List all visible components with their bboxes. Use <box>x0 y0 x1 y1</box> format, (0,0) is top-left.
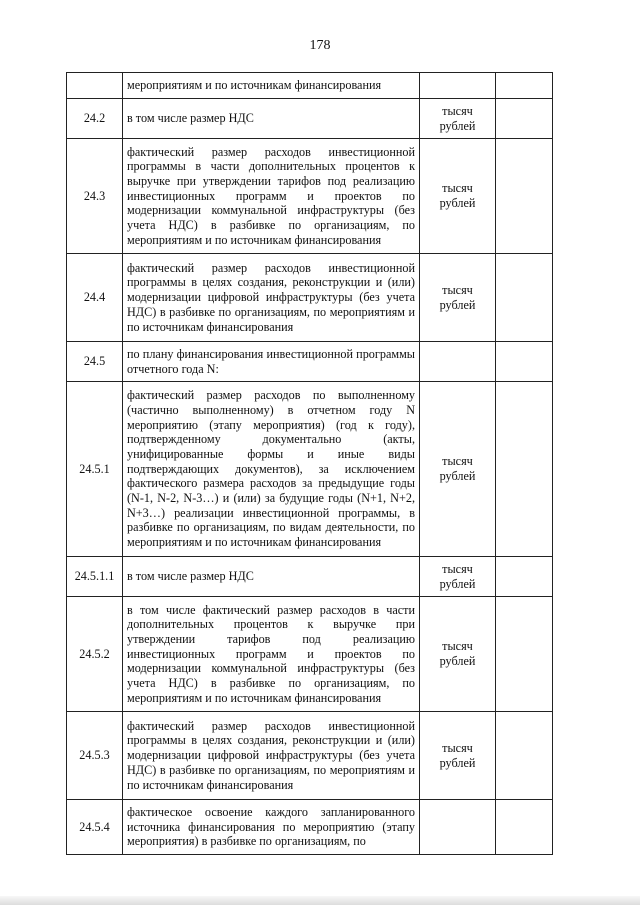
row-unit: тысяч рублей <box>420 99 496 139</box>
row-description: в том числе размер НДС <box>123 99 420 139</box>
row-unit <box>420 73 496 99</box>
row-value-cell <box>496 99 553 139</box>
row-unit: тысяч рублей <box>420 382 496 557</box>
row-unit: тысяч рублей <box>420 254 496 342</box>
row-value-cell <box>496 73 553 99</box>
table-row <box>67 254 553 342</box>
row-number: 24.3 <box>67 139 123 254</box>
indicator-table <box>66 72 553 855</box>
row-number <box>67 73 123 99</box>
row-value-cell <box>496 254 553 342</box>
row-value-cell <box>496 800 553 855</box>
row-number: 24.5.4 <box>67 800 123 855</box>
table-row <box>67 99 553 139</box>
row-description: фактический размер расходов инвестиционной программы в целях создания, реконструкции и (или) модернизации цифровой инфраструктуры (без учета НДС) в разбивке по организациям, по мероприятиям и по источникам финансирования <box>123 254 420 342</box>
row-description: фактический размер расходов по выполненному (частично выполненному) в отчетном году N мероприятию (этапу мероприятия) (год к году), подтвержденному документально (акты, унифицированные формы и иные виды подтверждающих документов), за исключением фактического размера расходов за предыдущие годы (N-1, N-2, N-3…) и (или) за будущие годы (N+1, N+2, N+3…) реализации инвестиционной программы, в разбивке по организациям, по видам деятельности, по мероприятиям и по источникам финансирования <box>123 382 420 557</box>
row-number: 24.5.3 <box>67 712 123 800</box>
row-unit: тысяч рублей <box>420 139 496 254</box>
row-value-cell <box>496 712 553 800</box>
row-value-cell <box>496 557 553 597</box>
table-row <box>67 73 553 99</box>
table-row <box>67 800 553 855</box>
table-row <box>67 712 553 800</box>
row-number: 24.4 <box>67 254 123 342</box>
row-description: мероприятиям и по источникам финансирования <box>123 73 420 99</box>
row-unit <box>420 800 496 855</box>
row-value-cell <box>496 597 553 712</box>
row-value-cell <box>496 382 553 557</box>
row-number: 24.5 <box>67 342 123 382</box>
page-number: 178 <box>309 38 331 53</box>
page-bottom-edge <box>0 896 640 905</box>
row-description: в том числе фактический размер расходов в части дополнительных процентов к выручке при утверждении тарифов под реализацию инвестиционных программ и проектов по модернизации коммунальной инфраструктуры (без учета НДС) в разбивке по организациям, по мероприятиям и по источникам финансирования <box>123 597 420 712</box>
table-row <box>67 382 553 557</box>
row-description: фактический размер расходов инвестиционной программы в части дополнительных процентов к выручке при утверждении тарифов под реализацию инвестиционных программ и проектов по модернизации коммунальной инфраструктуры (без учета НДС) в разбивке по организациям, по мероприятиям и по источникам финансирования <box>123 139 420 254</box>
row-value-cell <box>496 342 553 382</box>
table-row <box>67 139 553 254</box>
row-unit: тысяч рублей <box>420 712 496 800</box>
row-number: 24.5.1.1 <box>67 557 123 597</box>
row-description: фактическое освоение каждого запланированного источника финансирования по мероприятию (этапу мероприятия) в разбивке по организациям, по <box>123 800 420 855</box>
row-unit <box>420 342 496 382</box>
row-number: 24.5.2 <box>67 597 123 712</box>
table-row <box>67 557 553 597</box>
row-number: 24.2 <box>67 99 123 139</box>
row-description: в том числе размер НДС <box>123 557 420 597</box>
row-value-cell <box>496 139 553 254</box>
row-description: по плану финансирования инвестиционной программы отчетного года N: <box>123 342 420 382</box>
row-description: фактический размер расходов инвестиционной программы в целях создания, реконструкции и (или) модернизации цифровой инфраструктуры (без учета НДС) в разбивке по организациям, по мероприятиям и по источникам финансирования <box>123 712 420 800</box>
table-row <box>67 342 553 382</box>
table-row <box>67 597 553 712</box>
row-unit: тысяч рублей <box>420 557 496 597</box>
row-unit: тысяч рублей <box>420 597 496 712</box>
row-number: 24.5.1 <box>67 382 123 557</box>
